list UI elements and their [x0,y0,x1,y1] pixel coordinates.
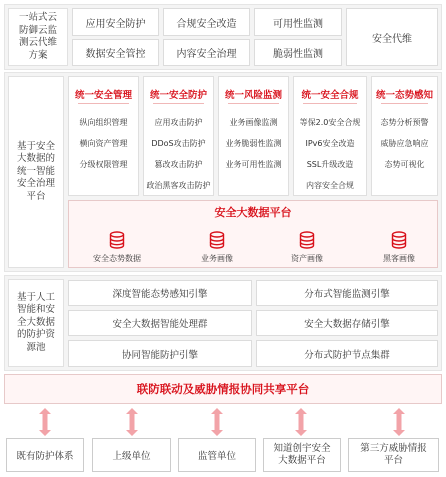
column-divider [303,103,357,104]
platform-label-text: 基于安全大数据的统一智能安全治理平台 [16,140,55,202]
service-compliance-upgrade: 合规安全改造 [163,8,250,36]
column-item: DDoS攻击防护 [151,139,206,148]
database-icon [299,231,315,249]
solution-label-text: 一站式云防御云监测云代维方案 [18,12,57,61]
service-maintenance: 安全代维 [346,8,438,66]
column-item: SSL升级改造 [306,160,354,169]
source-existing-protection: 既有防护体系 [6,438,84,472]
column-item: 横向资产管理 [79,139,128,148]
source-knownsec-bigdata: 知道创宇安全大数据平台 [263,438,341,472]
column-item: 业务画像监测 [229,118,278,127]
column-title: 统一态势感知 [375,90,433,101]
source-regulator: 监管单位 [178,438,256,472]
column-unified-risk-monitor [218,76,289,196]
column-divider [381,103,428,104]
engine-label [8,279,64,367]
source-superior-unit: 上级单位 [92,438,171,472]
solution-label [8,8,68,66]
source-third-party-intel: 第三方威胁情报平台 [348,438,439,472]
column-title: 统一安全防护 [149,90,207,101]
column-item: 纵向组织管理 [79,118,128,127]
column-item: 态势分析预警 [380,118,429,127]
column-item: 态势可视化 [384,160,425,169]
share-platform: 联防联动及威胁情报协同共享平台 [4,374,442,404]
arrow-icon-3 [210,408,224,436]
service-vulnerability-monitor: 脆弱性监测 [254,39,342,66]
bigdata-asset-profile: 资产画像 [291,254,323,263]
bigdata-security-situation: 安全态势数据 [93,254,141,263]
engine-collaborative-protection: 协同智能防护引擎 [68,340,252,367]
engine-protection-cluster: 分布式防护节点集群 [256,340,438,367]
service-app-protection: 应用安全防护 [72,8,159,36]
service-availability-monitor: 可用性监测 [254,8,342,36]
bigdata-business-profile: 业务画像 [201,254,233,263]
column-item: 政治黑客攻击防护 [146,181,211,190]
column-item: IPv6安全改造 [305,139,355,148]
column-title: 统一安全合规 [301,90,359,101]
column-unified-management [68,76,139,196]
column-unified-protection [143,76,214,196]
column-divider [228,103,279,104]
column-unified-compliance [293,76,367,196]
column-unified-situation-awareness [371,76,438,196]
column-title: 统一风险监测 [224,90,282,101]
arrow-icon-1 [38,408,52,436]
column-divider [153,103,204,104]
column-title: 统一安全管理 [74,90,132,101]
service-data-control: 数据安全管控 [72,39,159,66]
database-icon [109,231,125,249]
bigdata-hacker-profile: 黑客画像 [383,254,415,263]
engine-bigdata-processing: 安全大数据智能处理群 [68,310,252,336]
bigdata-title: 安全大数据平台 [214,206,292,219]
platform-label [8,76,64,268]
column-item: 应用攻击防护 [154,118,203,127]
column-item: 威胁应急响应 [380,139,429,148]
database-icon [209,231,225,249]
engine-distributed-monitor: 分布式智能监测引擎 [256,280,438,306]
database-icon [391,231,407,249]
arrow-icon-4 [294,408,308,436]
column-item: 等保2.0安全合规 [299,118,361,127]
column-divider [78,103,129,104]
column-item: 篡改攻击防护 [154,160,203,169]
column-item: 分级权限管理 [79,160,128,169]
engine-bigdata-storage: 安全大数据存储引擎 [256,310,438,336]
column-item: 业务脆弱性监测 [225,139,282,148]
engine-label-text: 基于人工智能和安全大数据的防护资源池 [16,291,55,353]
engine-situation-awareness: 深度智能态势感知引擎 [68,280,252,306]
column-item: 业务可用性监测 [225,160,282,169]
service-content-governance: 内容安全治理 [163,39,250,66]
arrow-icon-5 [392,408,406,436]
column-item: 内容安全合规 [306,181,354,190]
arrow-icon-2 [125,408,139,436]
